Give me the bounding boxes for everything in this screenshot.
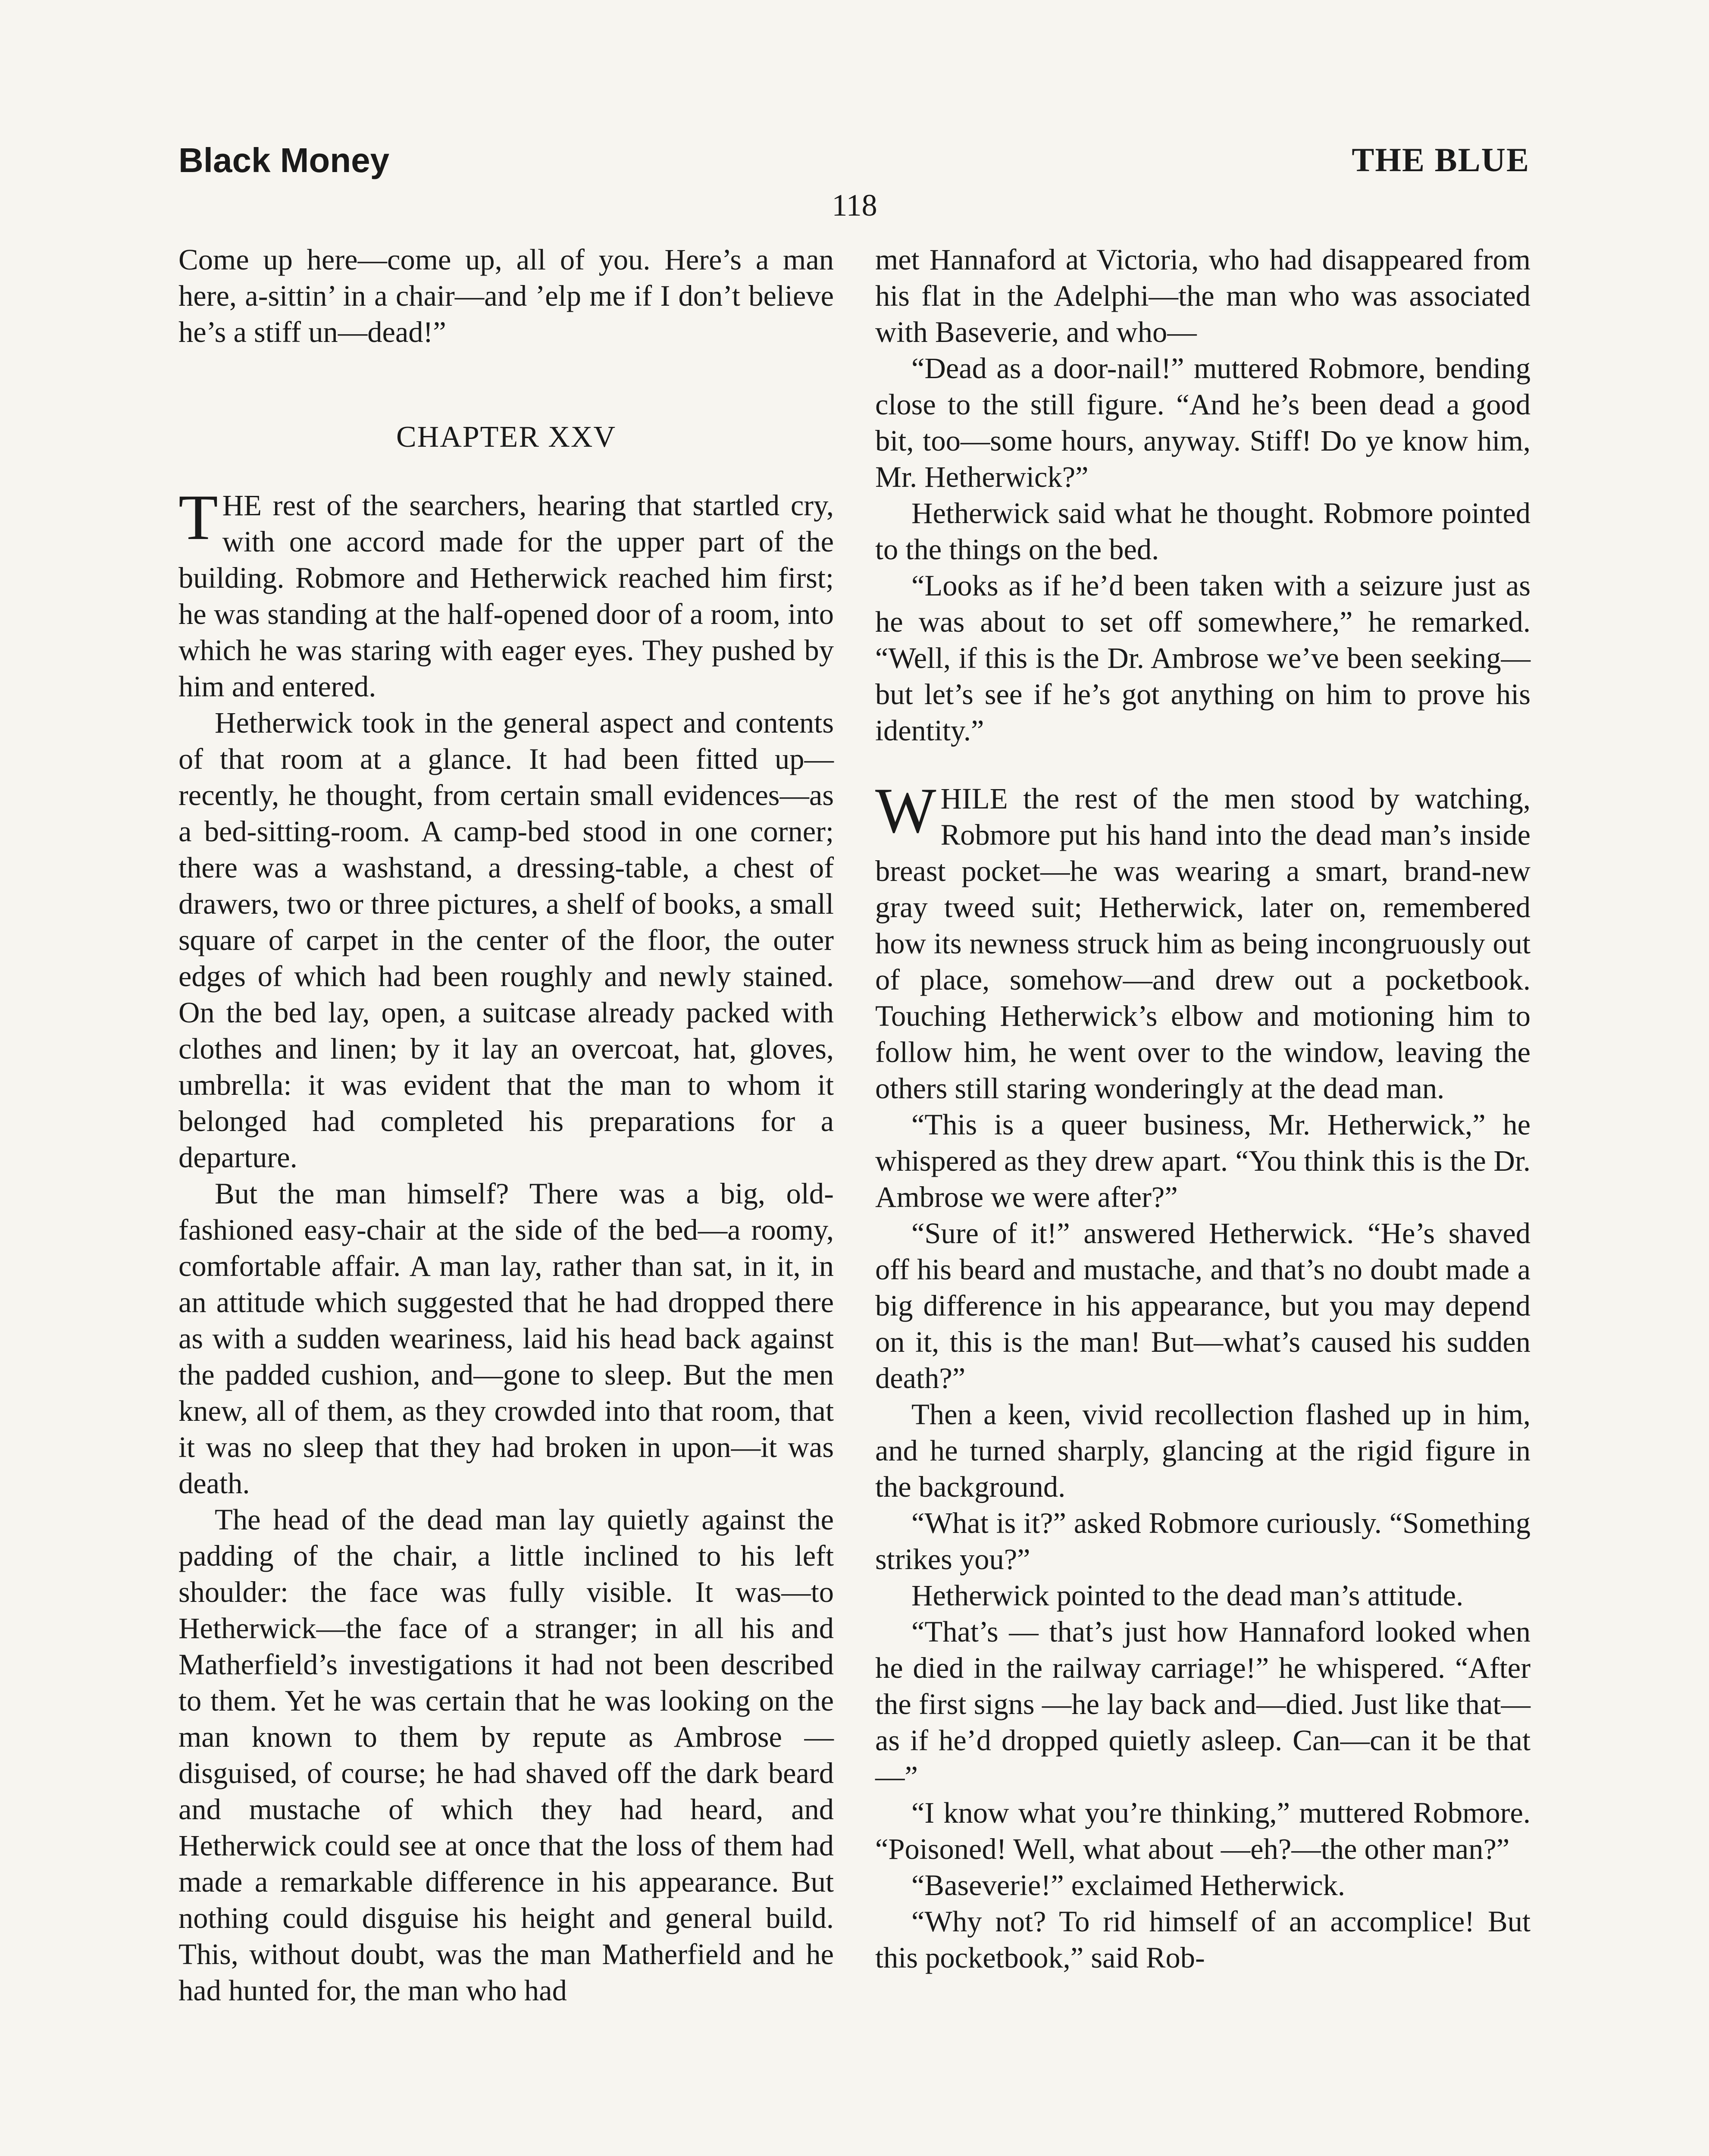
- right-column: [875, 241, 1531, 1976]
- paragraph: “This is a queer business, Mr. Hetherwick,” he whispered as they drew apart. “You think this is the Dr. Ambrose we were after?”: [875, 1108, 1531, 1213]
- page-number: 118: [832, 188, 877, 222]
- paragraph: The head of the dead man lay quietly against the padding of the chair, a little inclined to his left shoulder: the face was fully visible. It was—to Hetherwick—the face of a stranger; in all his and Matherfield’s investigations it had not been described to them. Yet he was certain that he was looking on the man known to them by repute as Ambrose — disguised, of course; he had shaved off the dark beard and mustache of which they had heard, and Hetherwick could see at once that the loss of them had made a remarkable difference in his appearance. But nothing could disguise his height and general build. This, without doubt, was the man Matherfield and he had hunted for, the man who had: [178, 1503, 834, 2007]
- paragraph-with-dropcap: [178, 482, 834, 705]
- paragraph: Hetherwick took in the general aspect and contents of that room at a glance. It had been fitted up—recently, he thought, from certain small evidences—as a bed-sitting-room. A camp-bed stood in one corner; there was a washstand, a dressing-table, a chest of drawers, two or three pictures, a shelf of books, a small square of carpet in the center of the floor, the outer edges of which had been roughly and newly stained. On the bed lay, open, a suitcase already packed with clothes and linen; by it lay an overcoat, hat, gloves, umbrella: it was evident that the man to whom it belonged had completed his preparations for a departure.: [178, 706, 834, 1174]
- paragraph: Come up here—come up, all of you. Here’s a man here, a-sittin’ in a chair—and ’elp me if I don’t believe he’s a stiff un—dead!”: [178, 243, 834, 348]
- paragraph-text: HE rest of the searchers, hearing that startled cry, with one accord made for the upper part of the building. Robmore and Hetherwick reached him first; he was standing at the half-opened door of a room, into which he was staring with eager eyes. They pushed by him and entered.: [178, 489, 834, 703]
- paragraph: “Dead as a door-nail!” muttered Robmore, bending close to the still figure. “And he’s been dead a good bit, too—some hours, anyway. Stiff! Do ye know him, Mr. Hetherwick?”: [875, 352, 1531, 493]
- paragraph: Then a keen, vivid recollection flashed up in him, and he turned sharply, glancing at the rigid figure in the background.: [875, 1398, 1531, 1503]
- paragraph: “Why not? To rid himself of an accomplice! But this pocketbook,” said Rob-: [875, 1905, 1531, 1974]
- section-break: [875, 749, 1531, 780]
- paragraph-with-dropcap: [875, 775, 1531, 1106]
- paragraph: Hetherwick said what he thought. Robmore pointed to the things on the bed.: [875, 497, 1531, 566]
- running-title-right: THE BLUE: [1352, 141, 1530, 179]
- chapter-heading: CHAPTER XXV: [396, 420, 617, 454]
- drop-cap: T: [178, 482, 218, 553]
- running-title-left: Black Money: [178, 141, 390, 179]
- paragraph: “Looks as if he’d been taken with a seizure just as he was about to set off somewhere,” he remarked. “Well, if this is the Dr. Ambrose we’ve been seeking—but let’s see if he’s got anything on him to prove his identity.”: [875, 569, 1531, 747]
- paragraph: “That’s — that’s just how Hannaford looked when he died in the railway carriage!” he whispered. “After the first signs —he lay back and—died. Just like that—as if he’d dropped quietly asleep. Can—can it be that—”: [875, 1615, 1531, 1793]
- paragraph: Hetherwick pointed to the dead man’s attitude.: [911, 1579, 1464, 1612]
- paragraph: “What is it?” asked Robmore curiously. “Something strikes you?”: [875, 1507, 1531, 1576]
- paragraph: “Sure of it!” answered Hetherwick. “He’s shaved off his beard and mustache, and that’s no doubt made a big difference in his appearance, but you may depend on it, this is the man! But—what’s caused his sudden death?”: [875, 1217, 1531, 1395]
- paragraph: “Baseverie!” exclaimed Hetherwick.: [911, 1869, 1346, 1902]
- left-column: [178, 241, 834, 2009]
- paragraph-text: HILE the rest of the men stood by watching, Robmore put his hand into the dead man’s inside breast pocket—he was wearing a smart, brand-new gray tweed suit; Hetherwick, later on, remembered how its newness struck him as being incongruously out of place, somehow—and drew out a pocketbook. Touching Hetherwick’s elbow and motioning him to follow him, he went over to the window, leaving the others still staring wonderingly at the dead man.: [875, 782, 1531, 1105]
- paragraph: “I know what you’re thinking,” muttered Robmore. “Poisoned! Well, what about —eh?—the other man?”: [875, 1796, 1531, 1865]
- paragraph: But the man himself? There was a big, old-fashioned easy-chair at the side of the bed—a roomy, comfortable affair. A man lay, rather than sat, in it, in an attitude which suggested that he had dropped there as with a sudden weariness, laid his head back against the padded cushion, and—gone to sleep. But the men knew, all of them, as they crowded into that room, that it was no sleep that they had broken in upon—it was death.: [178, 1177, 834, 1500]
- drop-cap: W: [875, 775, 936, 846]
- paragraph: met Hannaford at Victoria, who had disappeared from his flat in the Adelphi—the man who was associated with Baseverie, and who—: [875, 243, 1531, 348]
